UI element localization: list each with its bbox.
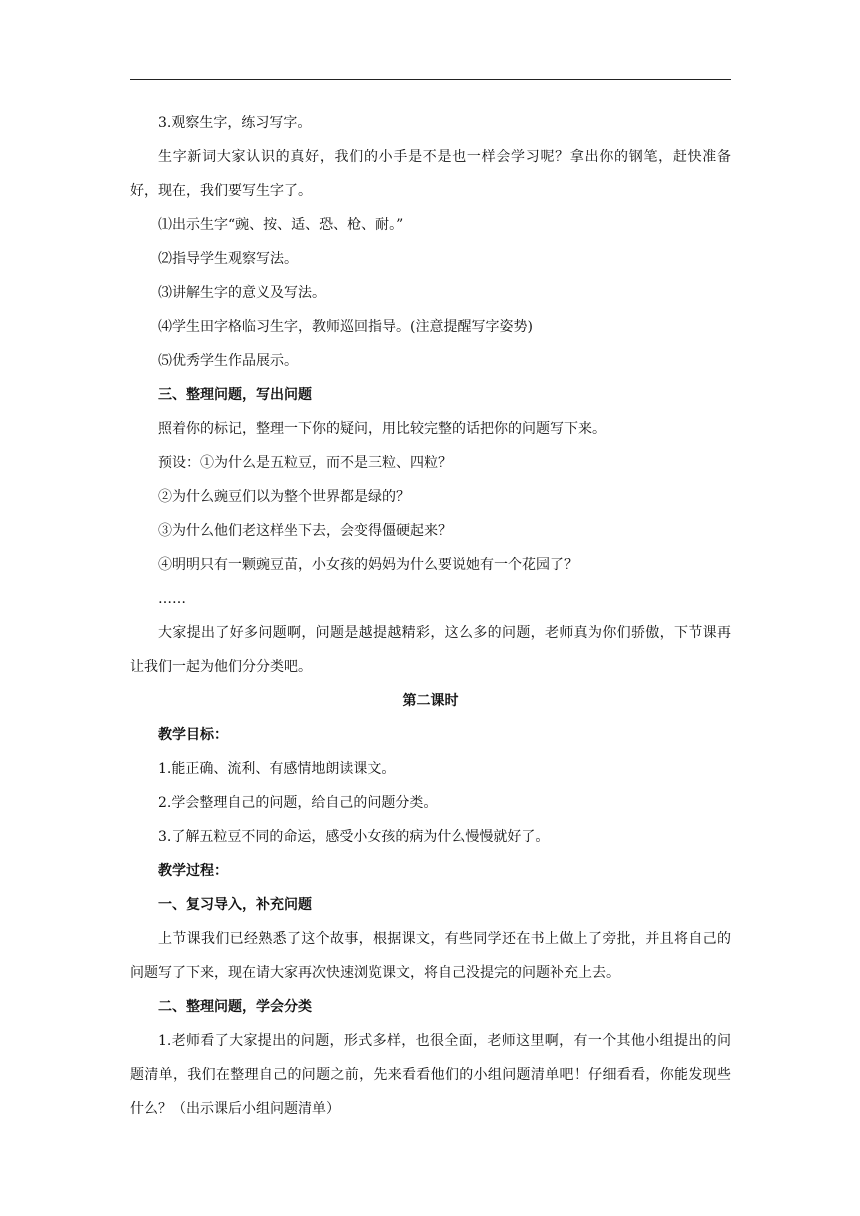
substep-3: ⑶讲解生字的意义及写法。 (158, 285, 326, 301)
intro-writing-paragraph: 生字新词大家认识的真好，我们的小手是不是也一样会学习呢？拿出你的钢笔，赶快准备好，现在，我们要写生字了。 (130, 149, 731, 199)
process-heading: 教学过程： (158, 863, 228, 879)
review-paragraph: 上节课我们已经熟悉了这个故事，根据课文，有些同学还在书上做上了旁批，并且将自己的问题写了下来，现在请大家再次快速浏览课文，将自己没提完的问题补充上去。 (130, 931, 731, 981)
preset-question-1: 预设：①为什么是五粒豆，而不是三粒、四粒？ (158, 455, 452, 471)
objective-1: 1.能正确、流利、有感情地朗读课文。 (158, 761, 396, 777)
section-heading-1: 一、复习导入，补充问题 (158, 897, 312, 913)
section-heading-3: 三、整理问题，写出问题 (158, 387, 312, 403)
substep-5: ⑸优秀学生作品展示。 (158, 353, 298, 369)
instruction-paragraph: 照着你的标记，整理一下你的疑问，用比较完整的话把你的问题写下来。 (158, 421, 606, 437)
header-rule (130, 79, 731, 80)
classify-paragraph: 1.老师看了大家提出的问题，形式多样，也很全面，老师这里啊，有一个其他小组提出的问题清单，我们在整理自己的问题之前，先来看看他们的小组问题清单吧！仔细看看，你能发现些什么？（出示课后小组问题清单） (130, 1033, 731, 1117)
lesson-2-title: 第二课时 (402, 693, 459, 709)
substep-4: ⑷学生田字格临习生字，教师巡回指导。(注意提醒写字姿势) (158, 319, 533, 335)
document-body (130, 106, 731, 1126)
objective-2: 2.学会整理自己的问题，给自己的问题分类。 (158, 795, 438, 811)
step-3-observe-characters: 3.观察生字，练习写字。 (158, 115, 312, 131)
substep-1: ⑴出示生字“豌、按、适、恐、枪、耐。” (158, 217, 404, 233)
objective-3: 3.了解五粒豆不同的命运，感受小女孩的病为什么慢慢就好了。 (158, 829, 550, 845)
substep-2: ⑵指导学生观察写法。 (158, 251, 298, 267)
ellipsis: …… (158, 591, 186, 607)
section-heading-2: 二、整理问题，学会分类 (158, 999, 312, 1015)
objectives-heading: 教学目标： (158, 727, 228, 743)
closing-paragraph: 大家提出了好多问题啊，问题是越提越精彩，这么多的问题，老师真为你们骄傲，下节课再让我们一起为他们分分类吧。 (130, 625, 731, 675)
preset-question-3: ③为什么他们老这样坐下去，会变得僵硬起来？ (158, 523, 452, 539)
preset-question-4: ④明明只有一颗豌豆苗，小女孩的妈妈为什么要说她有一个花园了？ (158, 557, 578, 573)
preset-question-2: ②为什么豌豆们以为整个世界都是绿的？ (158, 489, 410, 505)
